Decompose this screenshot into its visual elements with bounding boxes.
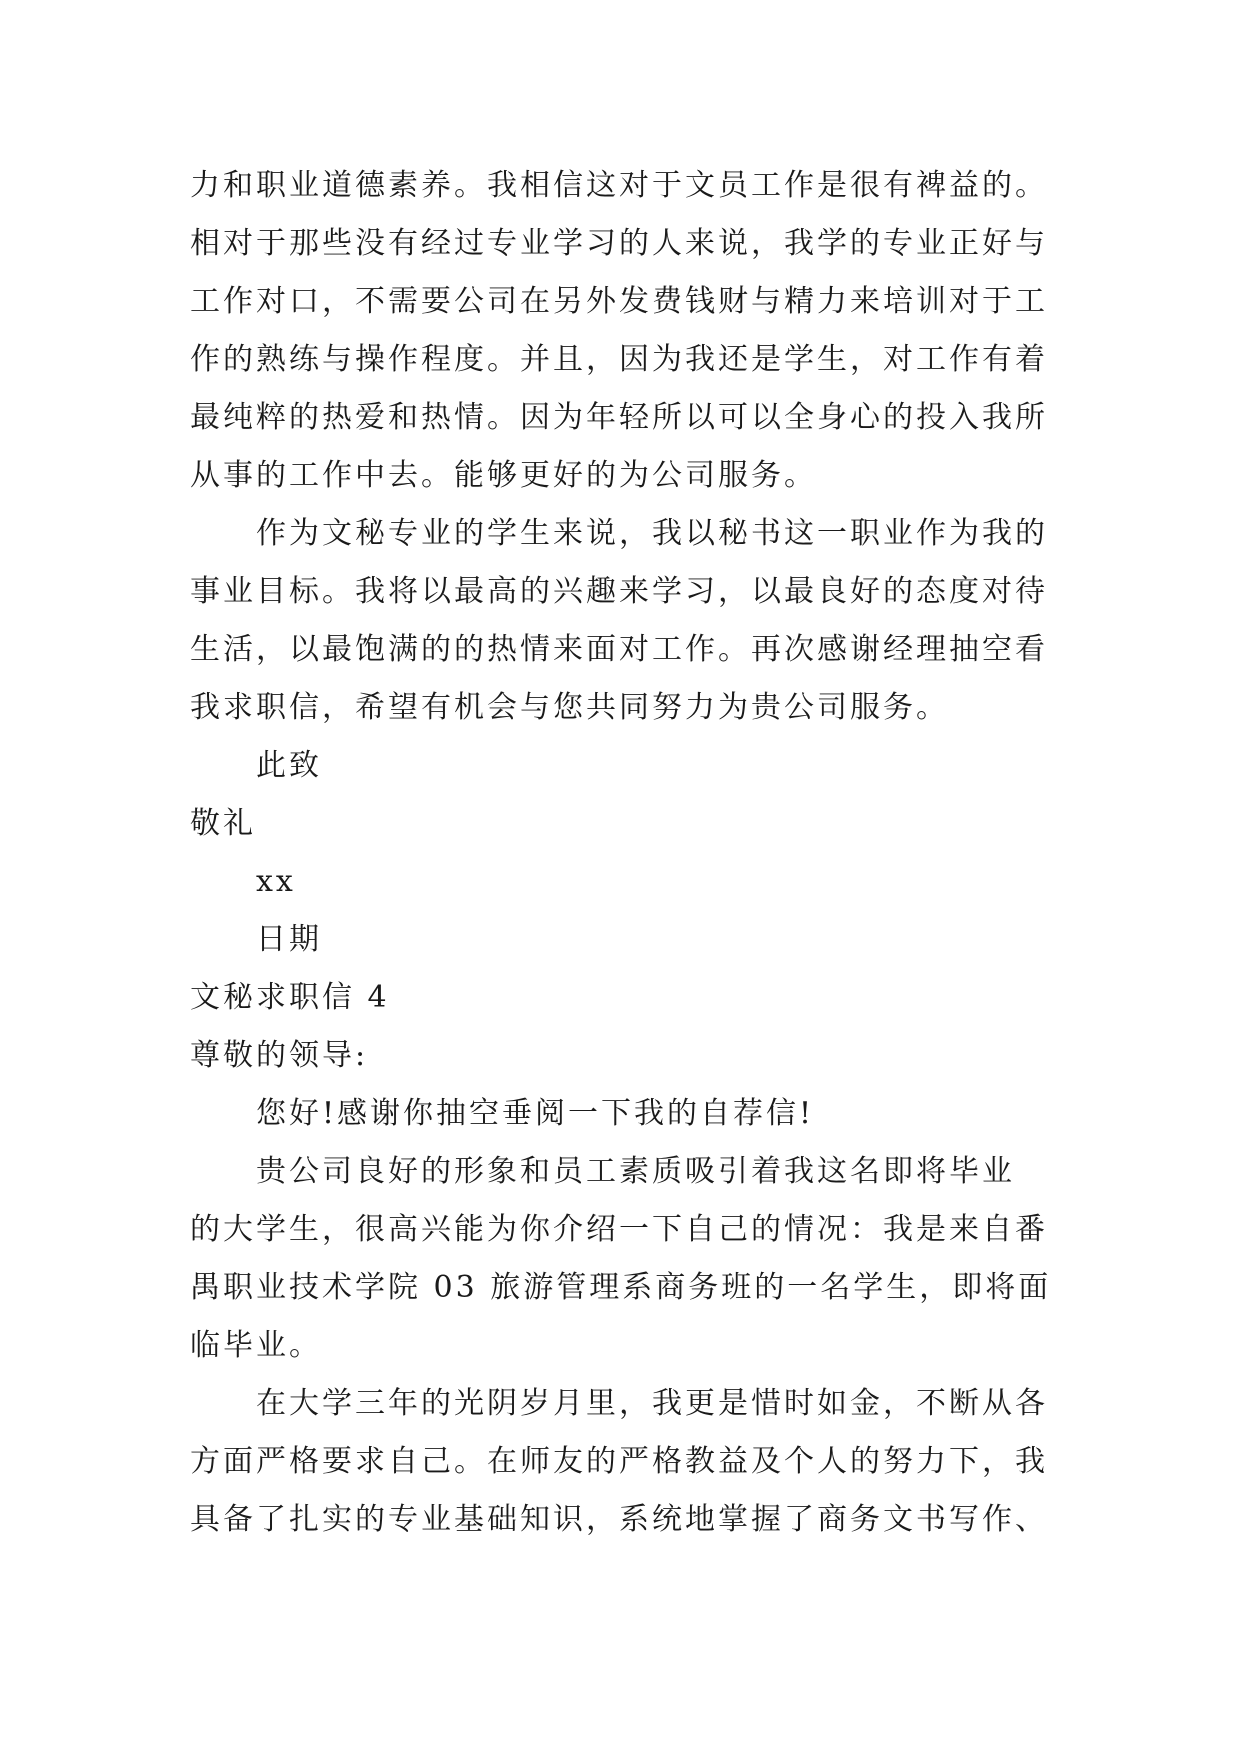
text-line: 工作对口，不需要公司在另外发费钱财与精力来培训对于工 — [190, 284, 1048, 319]
text-line: 我求职信，希望有机会与您共同努力为贵公司服务。 — [190, 690, 949, 725]
text-line: 您好!感谢你抽空垂阅一下我的自荐信! — [256, 1096, 815, 1131]
text-line: 相对于那些没有经过专业学习的人来说，我学的专业正好与 — [190, 226, 1048, 261]
text-line: 作的熟练与操作程度。并且，因为我还是学生，对工作有着 — [190, 342, 1048, 377]
closing-regards: 敬礼 — [190, 806, 256, 841]
text-line: 贵公司良好的形象和员工素质吸引着我这名即将毕业 — [256, 1154, 1015, 1189]
text-line: 的大学生，很高兴能为你介绍一下自己的情况：我是来自番 — [190, 1212, 1048, 1247]
greeting: 尊敬的领导: — [190, 1038, 369, 1073]
text-line: 事业目标。我将以最高的兴趣来学习，以最良好的态度对待 — [190, 574, 1048, 609]
section-title: 文秘求职信 4 — [190, 980, 390, 1015]
text-line: 临毕业。 — [190, 1328, 322, 1363]
text-line: 生活，以最饱满的的热情来面对工作。再次感谢经理抽空看 — [190, 632, 1048, 667]
text-line: 从事的工作中去。能够更好的为公司服务。 — [190, 458, 817, 493]
text-line: 具备了扎实的专业基础知识，系统地掌握了商务文书写作、 — [190, 1502, 1048, 1537]
signature-date: 日期 — [256, 922, 322, 957]
text-line: 在大学三年的光阴岁月里，我更是惜时如金，不断从各 — [256, 1386, 1048, 1421]
signature-name: xx — [256, 864, 296, 899]
text-line: 作为文秘专业的学生来说，我以秘书这一职业作为我的 — [256, 516, 1048, 551]
text-line: 禺职业技术学院 03 旅游管理系商务班的一名学生，即将面 — [190, 1270, 1052, 1305]
text-line: 最纯粹的热爱和热情。因为年轻所以可以全身心的投入我所 — [190, 400, 1048, 435]
text-line: 力和职业道德素养。我相信这对于文员工作是很有裨益的。 — [190, 168, 1048, 203]
closing-salutation: 此致 — [256, 748, 322, 783]
text-line: 方面严格要求自己。在师友的严格教益及个人的努力下，我 — [190, 1444, 1048, 1479]
